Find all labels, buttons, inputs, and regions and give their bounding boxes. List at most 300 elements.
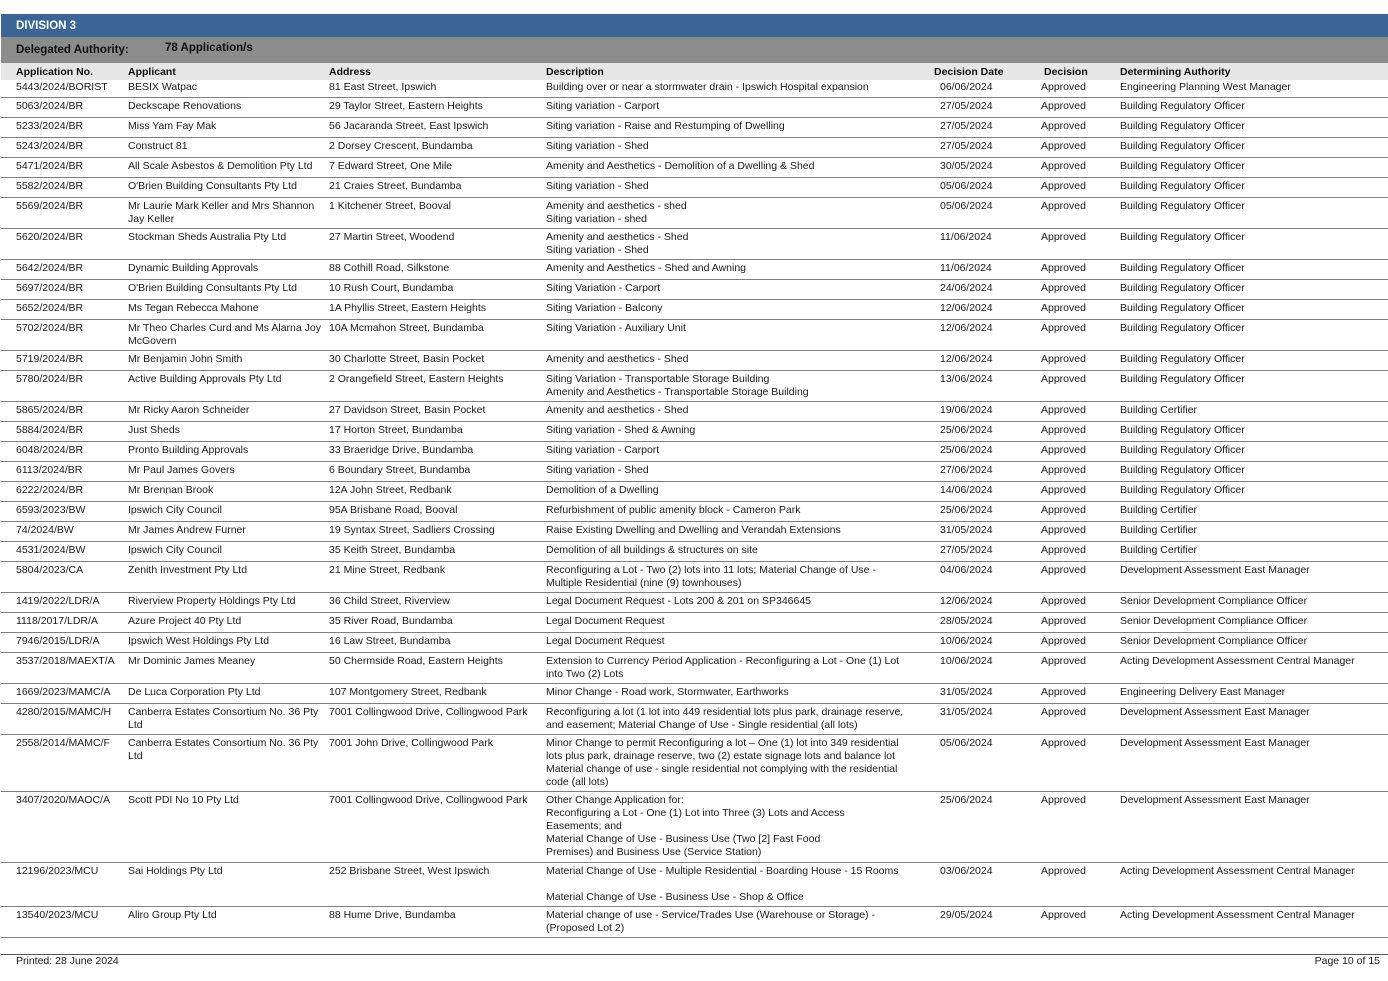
- address: 1 Kitchener Street, Booval: [329, 200, 451, 212]
- description: [546, 615, 924, 628]
- decision: Approved: [1041, 504, 1086, 516]
- table-row: [1, 735, 1388, 792]
- decision-date: 29/05/2024: [940, 909, 993, 921]
- applicant-name: Azure Project 40 Pty Ltd: [128, 615, 242, 627]
- address: 2 Orangefield Street, Eastern Heights: [329, 373, 504, 385]
- determining-authority: Building Regulatory Officer: [1120, 424, 1245, 436]
- description-line: Material Change of Use - Multiple Residential - Boarding House - 15 Rooms: [546, 865, 899, 877]
- application-number: 4531/2024/BW: [16, 544, 86, 556]
- table-row: [1, 79, 1388, 98]
- table-row: [1, 229, 1388, 260]
- description-line: Amenity and Aesthetics - Demolition of a Dwelling & Shed: [546, 160, 815, 172]
- applicant-name: Stockman Sheds Australia Pty Ltd: [128, 231, 287, 243]
- description-line: Reconfiguring a Lot - One (1) Lot into Three (3) Lots and Access: [546, 807, 845, 819]
- description: [546, 794, 924, 859]
- address: 56 Jacaranda Street, East Ipswich: [329, 120, 489, 132]
- address: 29 Taylor Street, Eastern Heights: [329, 100, 483, 112]
- description: [546, 302, 924, 315]
- description-line: Amenity and aesthetics - Shed: [546, 231, 689, 243]
- determining-authority: Building Regulatory Officer: [1120, 464, 1245, 476]
- determining-authority: Building Regulatory Officer: [1120, 120, 1245, 132]
- decision: Approved: [1041, 909, 1086, 921]
- table-row: [1, 98, 1388, 118]
- description-line: Siting variation - Shed: [546, 464, 649, 476]
- decision: Approved: [1041, 282, 1086, 294]
- description: [546, 180, 924, 193]
- decision-date: 06/06/2024: [940, 81, 993, 93]
- description-line: Demolition of a Dwelling: [546, 484, 659, 496]
- table-row: [1, 280, 1388, 300]
- address: 81 East Street, Ipswich: [329, 81, 437, 93]
- description-line: Siting variation - Shed: [546, 140, 649, 152]
- description-line: Building over or near a stormwater drain - Ipswich Hospital expansion: [546, 81, 869, 93]
- description: [546, 140, 924, 153]
- decision: Approved: [1041, 595, 1086, 607]
- decision: Approved: [1041, 424, 1086, 436]
- decision-date: 25/06/2024: [940, 444, 993, 456]
- table-row: [1, 653, 1388, 684]
- address: 2 Dorsey Crescent, Bundamba: [329, 140, 473, 152]
- description-line: Legal Document Request: [546, 615, 665, 627]
- address: 12A John Street, Redbank: [329, 484, 452, 496]
- page-number: Page 10 of 15: [1314, 955, 1380, 967]
- applicant-name: Ipswich West Holdings Pty Ltd: [128, 635, 270, 647]
- address: 10 Rush Court, Bundamba: [329, 282, 454, 294]
- application-number: 5804/2023/CA: [16, 564, 84, 576]
- decision: Approved: [1041, 200, 1086, 212]
- decision: Approved: [1041, 373, 1086, 385]
- applicant-name: Canberra Estates Consortium No. 36 Pty Ltd: [128, 737, 319, 762]
- description-line: Legal Document Request: [546, 635, 665, 647]
- decision-date: 12/06/2024: [940, 322, 993, 334]
- description-line: Reconfiguring a Lot - Two (2) lots into 11 lots; Material Change of Use -: [546, 564, 876, 576]
- determining-authority: Senior Development Compliance Officer: [1120, 595, 1308, 607]
- determining-authority: Acting Development Assessment Central Manager: [1120, 655, 1355, 667]
- decision-date: 28/05/2024: [940, 615, 993, 627]
- application-number: 5443/2024/BORIST: [16, 81, 108, 93]
- division-title: DIVISION 3: [16, 19, 77, 32]
- description: [546, 160, 924, 173]
- description: [546, 595, 924, 608]
- applicant-name: Mr Ricky Aaron Schneider: [128, 404, 250, 416]
- description-line: (Proposed Lot 2): [546, 922, 625, 934]
- description-line: Demolition of all buildings & structures on site: [546, 544, 758, 556]
- description-line: and easement; Material Change of Use - Single residential (all lots): [546, 719, 858, 731]
- determining-authority: Building Regulatory Officer: [1120, 100, 1245, 112]
- determining-authority: Development Assessment East Manager: [1120, 564, 1310, 576]
- decision: Approved: [1041, 524, 1086, 536]
- application-number: 6222/2024/BR: [16, 484, 84, 496]
- applicant-name: Scott PDI No 10 Pty Ltd: [128, 794, 239, 806]
- application-number: 13540/2023/MCU: [16, 909, 99, 921]
- description: [546, 737, 924, 789]
- application-number: 5642/2024/BR: [16, 262, 84, 274]
- application-number: 5719/2024/BR: [16, 353, 84, 365]
- applicant-name: Mr Brennan Brook: [128, 484, 214, 496]
- decision-date: 25/06/2024: [940, 794, 993, 806]
- table-row: [1, 542, 1388, 562]
- table-row: [1, 522, 1388, 542]
- decision: Approved: [1041, 464, 1086, 476]
- description-line: Minor Change to permit Reconfiguring a lot – One (1) lot into 349 residential: [546, 737, 899, 749]
- table-row: [1, 300, 1388, 320]
- address: 30 Charlotte Street, Basin Pocket: [329, 353, 485, 365]
- description-line: Siting Variation - Auxiliary Unit: [546, 322, 686, 334]
- col-application-no: Application No.: [16, 66, 93, 78]
- address: 27 Martin Street, Woodend: [329, 231, 455, 243]
- description-line: Material change of use - Service/Trades Use (Warehouse or Storage) -: [546, 909, 875, 921]
- table-row: [1, 178, 1388, 198]
- applicant-name: Aliro Group Pty Ltd: [128, 909, 217, 921]
- applicant-name: Mr James Andrew Furner: [128, 524, 246, 536]
- decision-date: 31/05/2024: [940, 706, 993, 718]
- table-row: [1, 863, 1388, 907]
- applicant-name: All Scale Asbestos & Demolition Pty Ltd: [128, 160, 313, 172]
- table-row: [1, 502, 1388, 522]
- table-row: [1, 351, 1388, 371]
- applicant-name: De Luca Corporation Pty Ltd: [128, 686, 261, 698]
- application-number: 5233/2024/BR: [16, 120, 84, 132]
- description: [546, 81, 924, 94]
- decision: Approved: [1041, 615, 1086, 627]
- applicant-name: Ms Tegan Rebecca Mahone: [128, 302, 259, 314]
- description-line: Amenity and aesthetics - shed: [546, 200, 687, 212]
- decision: Approved: [1041, 160, 1086, 172]
- application-number: 5243/2024/BR: [16, 140, 84, 152]
- determining-authority: Building Regulatory Officer: [1120, 373, 1245, 385]
- decision: Approved: [1041, 81, 1086, 93]
- description-line: Reconfiguring a lot (1 lot into 449 residential lots plus park, drainage reserve,: [546, 706, 904, 718]
- application-number: 5697/2024/BR: [16, 282, 84, 294]
- decision-date: 10/06/2024: [940, 655, 993, 667]
- address: 7 Edward Street, One Mile: [329, 160, 453, 172]
- table-row: [1, 320, 1388, 351]
- address: 1A Phyllis Street, Eastern Heights: [329, 302, 486, 314]
- description-line: Legal Document Request - Lots 200 & 201 on SP346645: [546, 595, 812, 607]
- decision: Approved: [1041, 404, 1086, 416]
- decision: Approved: [1041, 100, 1086, 112]
- determining-authority: Building Certifier: [1120, 504, 1198, 516]
- table-row: [1, 198, 1388, 229]
- decision-date: 12/06/2024: [940, 353, 993, 365]
- applicant-name: BESIX Watpac: [128, 81, 198, 93]
- description-line: code (all lots): [546, 776, 609, 788]
- address: 88 Cothill Road, Silkstone: [329, 262, 450, 274]
- description-line: Extension to Currency Period Application - Reconfiguring a Lot - One (1) Lot: [546, 655, 900, 667]
- applicant-name: O'Brien Building Consultants Pty Ltd: [128, 180, 297, 192]
- address: 7001 Collingwood Drive, Collingwood Park: [329, 706, 528, 718]
- table-row: [1, 442, 1388, 462]
- decision-date: 19/06/2024: [940, 404, 993, 416]
- description-line: Siting variation - Shed & Awning: [546, 424, 696, 436]
- description-line: Siting variation - Raise and Restumping of Dwelling: [546, 120, 785, 132]
- decision-date: 10/06/2024: [940, 635, 993, 647]
- table-row: [1, 482, 1388, 502]
- applicant-name: Ipswich City Council: [128, 504, 222, 516]
- description: [546, 424, 924, 437]
- applicant-name: Riverview Property Holdings Pty Ltd: [128, 595, 296, 607]
- decision-date: 11/06/2024: [940, 262, 992, 274]
- description: [546, 120, 924, 133]
- description: [546, 200, 924, 226]
- determining-authority: Development Assessment East Manager: [1120, 737, 1310, 749]
- address: 6 Boundary Street, Bundamba: [329, 464, 471, 476]
- decision: Approved: [1041, 484, 1086, 496]
- description-line: Siting Variation - Balcony: [546, 302, 663, 314]
- col-decision-date: Decision Date: [934, 66, 1004, 78]
- determining-authority: Building Regulatory Officer: [1120, 160, 1245, 172]
- table-row: [1, 633, 1388, 653]
- decision-date: 12/06/2024: [940, 302, 993, 314]
- description: [546, 322, 924, 335]
- description-line: Other Change Application for:: [546, 794, 684, 806]
- decision: Approved: [1041, 564, 1086, 576]
- description-line: Siting variation - Carport: [546, 100, 660, 112]
- col-decision: Decision: [1044, 66, 1088, 78]
- table-row: [1, 462, 1388, 482]
- applicant-name: Mr Benjamin John Smith: [128, 353, 243, 365]
- applicant-name: Dynamic Building Approvals: [128, 262, 259, 274]
- table-row: [1, 371, 1388, 402]
- col-determining-authority: Determining Authority: [1120, 66, 1231, 78]
- determining-authority: Building Certifier: [1120, 524, 1198, 536]
- address: 7001 Collingwood Drive, Collingwood Park: [329, 794, 528, 806]
- decision-date: 25/06/2024: [940, 424, 993, 436]
- address: 33 Braeridge Drive, Bundamba: [329, 444, 474, 456]
- delegated-authority-label: Delegated Authority:: [16, 44, 129, 56]
- address: 27 Davidson Street, Basin Pocket: [329, 404, 486, 416]
- description-line: Multiple Residential (nine (9) townhouses): [546, 577, 742, 589]
- delegated-authority-bar: [1, 37, 1388, 63]
- application-number: 6048/2024/BR: [16, 444, 84, 456]
- decision-date: 13/06/2024: [940, 373, 993, 385]
- application-number: 5652/2024/BR: [16, 302, 84, 314]
- determining-authority: Building Regulatory Officer: [1120, 302, 1245, 314]
- decision: Approved: [1041, 706, 1086, 718]
- decision-date: 04/06/2024: [940, 564, 993, 576]
- decision-date: 27/05/2024: [940, 120, 993, 132]
- application-number: 5702/2024/BR: [16, 322, 84, 334]
- address: 36 Child Street, Riverview: [329, 595, 450, 607]
- applicant-name: Mr Paul James Govers: [128, 464, 235, 476]
- decision: Approved: [1041, 686, 1086, 698]
- determining-authority: Building Regulatory Officer: [1120, 484, 1245, 496]
- decision: Approved: [1041, 140, 1086, 152]
- decision: Approved: [1041, 655, 1086, 667]
- application-number: 5780/2024/BR: [16, 373, 84, 385]
- decision: Approved: [1041, 231, 1086, 243]
- decision-date: 25/06/2024: [940, 504, 993, 516]
- description: [546, 504, 924, 517]
- application-number: 3537/2018/MAEXT/A: [16, 655, 115, 667]
- description: [546, 373, 924, 399]
- table-row: [1, 138, 1388, 158]
- determining-authority: Building Regulatory Officer: [1120, 180, 1245, 192]
- description-line: Amenity and Aesthetics - Transportable Storage Building: [546, 386, 809, 398]
- description: [546, 282, 924, 295]
- table-row: [1, 158, 1388, 178]
- decision: Approved: [1041, 120, 1086, 132]
- description-line: Siting Variation - Transportable Storage Building: [546, 373, 770, 385]
- applicant-name: Deckscape Renovations: [128, 100, 242, 112]
- table-row: [1, 118, 1388, 138]
- description: [546, 231, 924, 257]
- description: [546, 353, 924, 366]
- address: 107 Montgomery Street, Redbank: [329, 686, 487, 698]
- description-line: Siting variation - shed: [546, 213, 647, 225]
- determining-authority: Building Regulatory Officer: [1120, 231, 1245, 243]
- decision: Approved: [1041, 737, 1086, 749]
- application-number: 5582/2024/BR: [16, 180, 84, 192]
- decision-date: 14/06/2024: [940, 484, 993, 496]
- decision-date: 31/05/2024: [940, 686, 993, 698]
- application-number: 5471/2024/BR: [16, 160, 84, 172]
- description-line: Easements; and: [546, 820, 622, 832]
- determining-authority: Senior Development Compliance Officer: [1120, 635, 1308, 647]
- determining-authority: Building Regulatory Officer: [1120, 262, 1245, 274]
- printed-date: Printed: 28 June 2024: [16, 955, 119, 967]
- decision: Approved: [1041, 635, 1086, 647]
- application-count: 78 Application/s: [165, 42, 253, 54]
- application-number: 5884/2024/BR: [16, 424, 84, 436]
- description-line: Premises) and Business Use (Service Station): [546, 846, 762, 858]
- description: [546, 655, 924, 681]
- decision: Approved: [1041, 302, 1086, 314]
- determining-authority: Building Certifier: [1120, 544, 1198, 556]
- table-header: [1, 63, 1388, 80]
- description: [546, 544, 924, 557]
- applicant-name: Zenith Investment Pty Ltd: [128, 564, 248, 576]
- decision-date: 27/05/2024: [940, 140, 993, 152]
- decision-date: 31/05/2024: [940, 524, 993, 536]
- description-line: Siting variation - Carport: [546, 444, 660, 456]
- determining-authority: Senior Development Compliance Officer: [1120, 615, 1308, 627]
- decision-date: 05/06/2024: [940, 180, 993, 192]
- determining-authority: Acting Development Assessment Central Manager: [1120, 865, 1355, 877]
- decision-date: 27/05/2024: [940, 100, 993, 112]
- col-applicant: Applicant: [128, 66, 176, 78]
- applications-table: [1, 80, 1388, 938]
- determining-authority: Building Certifier: [1120, 404, 1198, 416]
- description-line: Siting Variation - Carport: [546, 282, 661, 294]
- address: 252 Brisbane Street, West Ipswich: [329, 865, 490, 877]
- description-line: Siting variation - Shed: [546, 244, 649, 256]
- address: 88 Hume Drive, Bundamba: [329, 909, 456, 921]
- table-row: [1, 613, 1388, 633]
- application-number: 74/2024/BW: [16, 524, 74, 536]
- table-row: [1, 562, 1388, 593]
- table-row: [1, 260, 1388, 280]
- col-address: Address: [329, 66, 372, 78]
- description: [546, 262, 924, 275]
- table-row: [1, 402, 1388, 422]
- description: [546, 635, 924, 648]
- description: [546, 404, 924, 417]
- decision-date: 05/06/2024: [940, 737, 993, 749]
- determining-authority: Engineering Delivery East Manager: [1120, 686, 1286, 698]
- decision: Approved: [1041, 865, 1086, 877]
- applicant-name: Miss Yam Fay Mak: [128, 120, 217, 132]
- table-row: [1, 704, 1388, 735]
- application-number: 6593/2023/BW: [16, 504, 86, 516]
- description-line: Material Change of Use - Business Use - Shop & Office: [546, 891, 804, 903]
- description: [546, 686, 924, 699]
- description-line: Refurbishment of public amenity block - Cameron Park: [546, 504, 801, 516]
- decision-date: 27/05/2024: [940, 544, 993, 556]
- applicant-name: Pronto Building Approvals: [128, 444, 249, 456]
- address: 16 Law Street, Bundamba: [329, 635, 451, 647]
- decision-date: 03/06/2024: [940, 865, 993, 877]
- description-line: Minor Change - Road work, Stormwater, Earthworks: [546, 686, 789, 698]
- decision-date: 30/05/2024: [940, 160, 993, 172]
- decision-date: 05/06/2024: [940, 200, 993, 212]
- application-number: 1118/2017/LDR/A: [16, 615, 98, 627]
- decision: Approved: [1041, 544, 1086, 556]
- description-line: Siting variation - Shed: [546, 180, 649, 192]
- description-line: into Two (2) Lots: [546, 668, 624, 680]
- applicant-name: Mr Theo Charles Curd and Ms Alarna Joy McGovern: [128, 322, 321, 347]
- description: [546, 909, 924, 935]
- application-number: 7946/2015/LDR/A: [16, 635, 100, 647]
- applicant-name: Construct 81: [128, 140, 188, 152]
- application-number: 2558/2014/MAMC/F: [16, 737, 110, 749]
- description: [546, 464, 924, 477]
- description-line: Material Change of Use - Business Use (Two [2] Fast Food: [546, 833, 821, 845]
- applicant-name: Ipswich City Council: [128, 544, 222, 556]
- table-row: [1, 593, 1388, 613]
- application-number: 1419/2022/LDR/A: [16, 595, 100, 607]
- determining-authority: Building Regulatory Officer: [1120, 444, 1245, 456]
- application-number: 1669/2023/MAMC/A: [16, 686, 111, 698]
- description: [546, 100, 924, 113]
- application-number: 5620/2024/BR: [16, 231, 84, 243]
- description: [546, 706, 924, 732]
- application-number: 5569/2024/BR: [16, 200, 84, 212]
- address: 50 Chermside Road, Eastern Heights: [329, 655, 503, 667]
- determining-authority: Engineering Planning West Manager: [1120, 81, 1291, 93]
- determining-authority: Development Assessment East Manager: [1120, 794, 1310, 806]
- description-line: [546, 878, 924, 891]
- address: 19 Syntax Street, Sadliers Crossing: [329, 524, 495, 536]
- application-number: 5063/2024/BR: [16, 100, 84, 112]
- col-description: Description: [546, 66, 604, 78]
- description-line: Raise Existing Dwelling and Dwelling and Verandah Extensions: [546, 524, 841, 536]
- address: 35 River Road, Bundamba: [329, 615, 453, 627]
- description: [546, 564, 924, 590]
- description: [546, 444, 924, 457]
- applicant-name: Mr Laurie Mark Keller and Mrs Shannon Jay Keller: [128, 200, 315, 225]
- description-line: Amenity and aesthetics - Shed: [546, 353, 689, 365]
- determining-authority: Development Assessment East Manager: [1120, 706, 1310, 718]
- description-line: Material change of use - single residential not complying with the residential: [546, 763, 898, 775]
- decision: Approved: [1041, 262, 1086, 274]
- division-header: [1, 14, 1388, 37]
- decision: Approved: [1041, 794, 1086, 806]
- decision-date: 11/06/2024: [940, 231, 992, 243]
- determining-authority: Building Regulatory Officer: [1120, 353, 1245, 365]
- address: 35 Keith Street, Bundamba: [329, 544, 456, 556]
- determining-authority: Building Regulatory Officer: [1120, 282, 1245, 294]
- table-row: [1, 422, 1388, 442]
- address: 21 Mine Street, Redbank: [329, 564, 446, 576]
- address: 7001 John Drive, Collingwood Park: [329, 737, 494, 749]
- decision: Approved: [1041, 353, 1086, 365]
- table-row: [1, 907, 1388, 938]
- applicant-name: Mr Dominic James Meaney: [128, 655, 256, 667]
- applicant-name: Sai Holdings Pty Ltd: [128, 865, 223, 877]
- application-number: 6113/2024/BR: [16, 464, 83, 476]
- decision-date: 27/06/2024: [940, 464, 993, 476]
